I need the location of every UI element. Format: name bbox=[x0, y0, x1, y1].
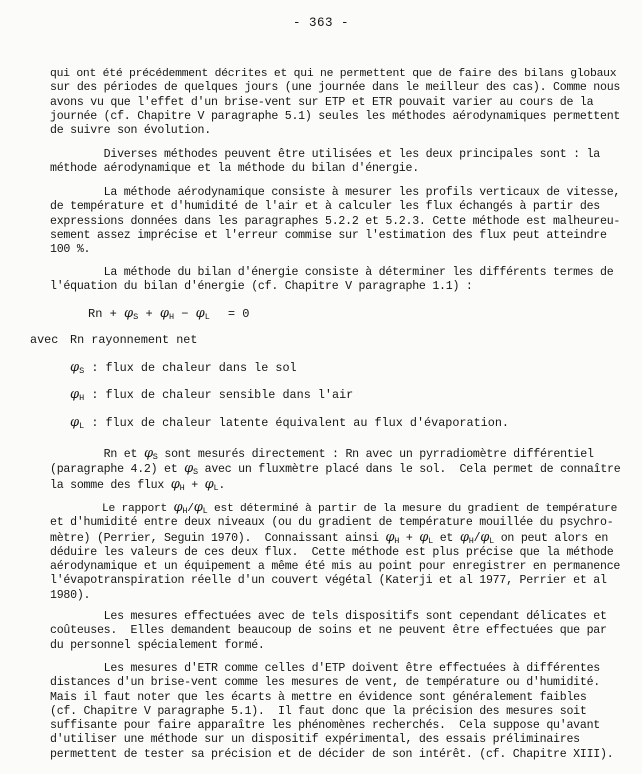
text-line: (cf. Chapitre V paragraphe 5.1). Il faut donc que la précision des mesures soit bbox=[50, 704, 587, 718]
paragraph-etr-measures bbox=[50, 662, 620, 762]
text-line: 100 %. bbox=[50, 243, 91, 257]
text-line: Diverses méthodes peuvent être utilisées et les deux principales sont : la bbox=[50, 148, 601, 161]
energy-balance-equation: $Rn + \varphi_S + \varphi_H - \varphi_L = 0$ bbox=[88, 306, 250, 322]
text-line: Le rapport $\varphi_H/\varphi_L$ est déterminé à partir de la mesure du gradient de température bbox=[102, 500, 618, 516]
text-line: de suivre son évolution. bbox=[50, 124, 211, 138]
text-line: Mais il faut noter que les écarts à mettre en évidence sont généralement faibles bbox=[50, 690, 587, 704]
text-line: avons vu que l'effet d'un brise-vent sur ETP et ETR pouvait varier au cours de la bbox=[50, 95, 594, 109]
definition-phi-s: $\varphi_S$ : flux de chaleur dans le sol bbox=[70, 360, 297, 376]
text-line: aérodynamique et un équipement a même été mis au point pour enregistrer en permanence bbox=[50, 560, 621, 574]
text-line: qui ont été précédemment décrites et qui ne permettent que de faire des bilans globaux bbox=[50, 68, 617, 80]
text-line: Les mesures effectuées avec de tels dispositifs sont cependant délicates et bbox=[50, 610, 607, 623]
text-line: méthode aérodynamique et la méthode du bilan d'énergie. bbox=[50, 162, 419, 176]
paragraph-measurement bbox=[50, 447, 620, 493]
text-line: distances d'un brise-vent comme les mesures de vent, de température ou d'humidité. bbox=[50, 676, 601, 690]
text-line: expressions données dans les paragraphes 5.2.2 et 5.2.3. Cette méthode est malheureu- bbox=[50, 214, 621, 228]
definition-phi-h: $\varphi_H$ : flux de chaleur sensible dans l'air bbox=[70, 387, 354, 403]
paragraph-aerodynamic bbox=[50, 186, 620, 257]
text-line: d'utiliser une méthode sur un dispositif expérimental, des essais préliminaires bbox=[50, 733, 580, 747]
text-line: et d'humidité entre deux niveaux (ou du gradient de température mouillée du psychro- bbox=[50, 516, 614, 530]
text-line: 1980). bbox=[50, 588, 91, 602]
text-line: déduire les valeurs de ces deux flux. Cette méthode est plus précise que la méthode bbox=[50, 545, 614, 559]
text-line: (paragraphe 4.2) et $\varphi_S$ avec un fluxmètre placé dans le sol. Cela permet de connaître bbox=[50, 461, 621, 478]
definition-phi-l: $\varphi_L$ : flux de chaleur latente équivalent au flux d'évaporation. bbox=[70, 415, 509, 431]
text-line: journée (cf. Chapitre V paragraphe 5.1) seules les méthodes aérodynamiques permettent bbox=[50, 109, 621, 123]
text-line: suffisante pour faire apparaître les phénomènes recherchés. Cela suppose qu'avant bbox=[50, 719, 601, 733]
text-line: sur des périodes de quelques jours (une journée dans le meilleur des cas). Comme nous bbox=[50, 81, 621, 95]
text-line: coûteuses. Elles demandent beaucoup de soins et ne peuvent être effectuées que par bbox=[50, 624, 607, 638]
definition-rn: Rn rayonnement net bbox=[70, 333, 198, 347]
text-line: permettent de tester sa précision et de décider de son intérêt. (cf. Chapitre XIII). bbox=[50, 747, 614, 761]
text-line: sement assez imprécise et l'erreur commise sur l'estimation des flux peut atteindre bbox=[50, 228, 607, 242]
text-line: l'évapotranspiration réelle d'un couvert végétal (Katerji et al 1977, Perrier et al bbox=[50, 574, 607, 588]
text-line: mètre) (Perrier, Seguin 1970). Connaissant ainsi $\varphi_H + \varphi_L$ et $\varphi_H/\varphi_L$ on peut alors en bbox=[50, 529, 609, 546]
text-line: l'équation du bilan d'énergie (cf. Chapitre V paragraphe 1.1) : bbox=[50, 280, 473, 294]
paragraph-methods bbox=[50, 148, 620, 177]
avec-label: avec bbox=[30, 333, 59, 347]
paragraph-delicate bbox=[50, 610, 620, 653]
paragraph-intro bbox=[50, 67, 620, 138]
text-line: de température et d'humidité de l'air et à calculer les flux échangés à partir des bbox=[50, 200, 601, 214]
text-line: du personnel spécialement formé. bbox=[50, 638, 265, 652]
text-line: Rn et $\varphi_S$ sont mesurés directement : Rn avec un pyrradiomètre différentiel bbox=[103, 446, 594, 462]
paragraph-bowen-ratio bbox=[50, 501, 620, 603]
paragraph-energy-balance bbox=[50, 266, 620, 295]
text-line: la somme des flux $\varphi_H + \varphi_L$. bbox=[50, 476, 226, 493]
text-line: La méthode du bilan d'énergie consiste à déterminer les différents termes de bbox=[50, 266, 614, 279]
text-line: Les mesures d'ETR comme celles d'ETP doivent être effectuées à différentes bbox=[50, 662, 601, 675]
text-line: La méthode aérodynamique consiste à mesurer les profils verticaux de vitesse, bbox=[50, 186, 621, 199]
page-number: - 363 - bbox=[292, 16, 349, 30]
